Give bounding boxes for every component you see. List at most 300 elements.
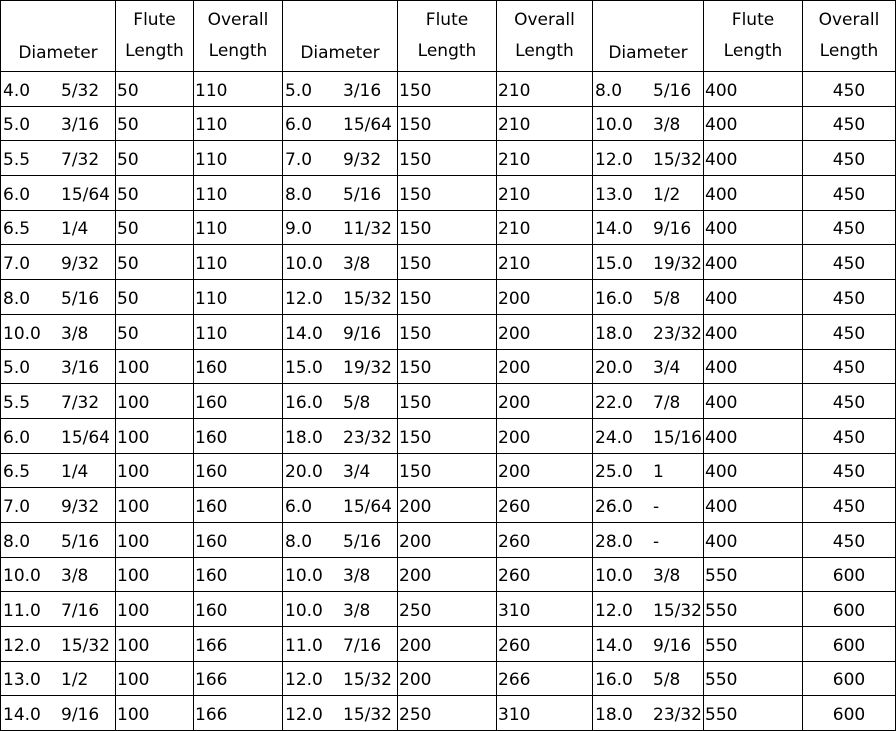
- diameter-cell: [283, 418, 398, 453]
- diameter-cell: [1, 627, 116, 662]
- diameter-cell: [593, 210, 704, 245]
- diameter-mm: 10.0: [285, 566, 323, 587]
- diameter-cell: [283, 106, 398, 141]
- diameter-inch: 7/16: [343, 635, 382, 656]
- diameter-cell: [593, 592, 704, 627]
- diameter-inch: 5/16: [61, 531, 100, 552]
- overall-length-cell: 450: [803, 72, 896, 107]
- overall-length-header-line1: Overall: [818, 10, 880, 30]
- table-row: [1, 522, 896, 557]
- flute-length-cell: 50: [116, 280, 194, 315]
- flute-length-cell: 400: [704, 245, 803, 280]
- diameter-inch: 1: [653, 462, 664, 483]
- diameter-inch: 3/8: [343, 566, 371, 587]
- diameter-inch: 15/32: [653, 150, 702, 171]
- diameter-cell: [283, 314, 398, 349]
- diameter-cell: [593, 418, 704, 453]
- flute-length-cell: 150: [398, 384, 497, 419]
- overall-length-cell: 200: [497, 418, 593, 453]
- overall-length-cell: 266: [497, 661, 593, 696]
- diameter-inch: 1/2: [653, 184, 681, 205]
- diameter-mm: 6.0: [285, 115, 313, 136]
- diameter-mm: 11.0: [3, 601, 41, 621]
- diameter-cell: [283, 592, 398, 627]
- overall-length-cell: 110: [194, 314, 283, 349]
- diameter-inch: 3/8: [343, 601, 371, 621]
- flute-length-cell: 150: [398, 72, 497, 107]
- table-row: [1, 245, 896, 280]
- flute-length-cell: 100: [116, 453, 194, 488]
- diameter-inch: 11/32: [343, 219, 392, 240]
- table-row: [1, 384, 896, 419]
- diameter-mm: 8.0: [285, 184, 313, 205]
- flute-length-cell: 50: [116, 245, 194, 280]
- overall-length-cell: 200: [497, 384, 593, 419]
- diameter-inch: 5/16: [343, 531, 382, 552]
- flute-length-cell: 200: [398, 557, 497, 592]
- diameter-inch: 5/16: [653, 80, 692, 101]
- diameter-inch: 15/64: [343, 115, 392, 136]
- diameter-cell: [283, 176, 398, 211]
- diameter-inch: -: [653, 531, 660, 552]
- diameter-mm: 12.0: [595, 150, 633, 171]
- overall-length-cell: 160: [194, 384, 283, 419]
- flute-length-cell: 150: [398, 314, 497, 349]
- diameter-inch: 9/16: [61, 705, 100, 726]
- diameter-mm: 12.0: [285, 288, 323, 309]
- diameter-cell: [593, 557, 704, 592]
- flute-length-cell: 100: [116, 418, 194, 453]
- flute-length-cell: 50: [116, 72, 194, 107]
- diameter-cell: [593, 245, 704, 280]
- diameter-cell: [593, 141, 704, 176]
- diameter-inch: 15/32: [343, 670, 392, 691]
- overall-length-cell: 160: [194, 488, 283, 523]
- diameter-mm: 8.0: [3, 288, 31, 309]
- diameter-mm: 7.0: [285, 150, 313, 171]
- flute-length-header-line2: Length: [723, 41, 783, 61]
- overall-length-cell: 200: [497, 280, 593, 315]
- table-row: [1, 592, 896, 627]
- diameter-mm: 14.0: [595, 635, 633, 656]
- overall-length-cell: 160: [194, 592, 283, 627]
- table-row: [1, 696, 896, 731]
- diameter-cell: [283, 141, 398, 176]
- diameter-cell: [283, 384, 398, 419]
- diameter-cell: [1, 592, 116, 627]
- diameter-cell: [593, 176, 704, 211]
- diameter-inch: 15/64: [61, 184, 110, 205]
- flute-length-cell: 400: [704, 176, 803, 211]
- diameter-mm: 5.0: [285, 80, 313, 101]
- overall-length-header: [194, 1, 283, 72]
- flute-length-cell: 150: [398, 453, 497, 488]
- flute-length-cell: 400: [704, 384, 803, 419]
- diameter-mm: 6.5: [3, 219, 31, 240]
- flute-length-cell: 400: [704, 349, 803, 384]
- flute-length-header-line2: Length: [125, 41, 184, 61]
- diameter-inch: 3/8: [653, 566, 681, 587]
- flute-length-header: [398, 1, 497, 72]
- table-row: [1, 176, 896, 211]
- table-row: [1, 210, 896, 245]
- diameter-inch: 23/32: [343, 427, 392, 448]
- flute-length-header-line1: Flute: [133, 10, 176, 30]
- diameter-inch: 3/16: [61, 115, 100, 136]
- diameter-inch: 3/16: [61, 358, 100, 379]
- overall-length-cell: 450: [803, 176, 896, 211]
- diameter-cell: [593, 453, 704, 488]
- overall-length-cell: 450: [803, 210, 896, 245]
- diameter-cell: [593, 72, 704, 107]
- flute-length-cell: 400: [704, 106, 803, 141]
- flute-length-cell: 400: [704, 453, 803, 488]
- diameter-cell: [1, 314, 116, 349]
- diameter-mm: 5.0: [3, 358, 31, 379]
- diameter-mm: 8.0: [285, 531, 313, 552]
- diameter-mm: 12.0: [3, 635, 41, 656]
- overall-length-cell: 200: [497, 314, 593, 349]
- flute-length-cell: 100: [116, 592, 194, 627]
- diameter-inch: 15/32: [343, 705, 392, 726]
- diameter-inch: 5/16: [343, 184, 382, 205]
- overall-length-cell: 450: [803, 314, 896, 349]
- diameter-inch: 1/2: [61, 670, 89, 691]
- diameter-mm: 16.0: [595, 288, 633, 309]
- diameter-mm: 10.0: [595, 566, 633, 587]
- diameter-inch: 5/16: [61, 288, 100, 309]
- diameter-cell: [1, 176, 116, 211]
- overall-length-cell: 160: [194, 453, 283, 488]
- diameter-mm: 24.0: [595, 427, 633, 448]
- flute-length-cell: 150: [398, 210, 497, 245]
- flute-length-cell: 400: [704, 522, 803, 557]
- overall-length-cell: 210: [497, 176, 593, 211]
- overall-length-cell: 310: [497, 696, 593, 731]
- diameter-cell: [1, 141, 116, 176]
- diameter-inch: 7/8: [653, 392, 681, 413]
- overall-length-cell: 110: [194, 72, 283, 107]
- diameter-mm: 18.0: [595, 323, 633, 344]
- diameter-inch: 3/16: [343, 80, 382, 101]
- diameter-inch: 23/32: [653, 705, 702, 726]
- diameter-inch: 9/16: [653, 219, 692, 240]
- overall-length-cell: 110: [194, 210, 283, 245]
- flute-length-cell: 150: [398, 141, 497, 176]
- flute-length-cell: 100: [116, 696, 194, 731]
- diameter-cell: [593, 661, 704, 696]
- flute-length-cell: 50: [116, 210, 194, 245]
- diameter-inch: 23/32: [653, 323, 702, 344]
- diameter-inch: 15/64: [343, 496, 392, 517]
- diameter-cell: [593, 314, 704, 349]
- diameter-cell: [283, 627, 398, 662]
- overall-length-cell: 210: [497, 210, 593, 245]
- table-row: [1, 106, 896, 141]
- overall-length-cell: 260: [497, 522, 593, 557]
- diameter-inch: 3/8: [653, 115, 681, 136]
- flute-length-header-line1: Flute: [425, 10, 469, 30]
- flute-length-cell: 100: [116, 349, 194, 384]
- diameter-mm: 20.0: [595, 358, 633, 379]
- overall-length-cell: 450: [803, 453, 896, 488]
- diameter-inch: 3/4: [343, 462, 371, 483]
- flute-length-cell: 150: [398, 106, 497, 141]
- overall-length-cell: 600: [803, 592, 896, 627]
- flute-length-cell: 400: [704, 210, 803, 245]
- overall-length-header-line1: Overall: [207, 10, 269, 30]
- diameter-mm: 7.0: [3, 254, 31, 275]
- diameter-mm: 8.0: [3, 531, 31, 552]
- diameter-cell: [1, 106, 116, 141]
- flute-length-cell: 200: [398, 627, 497, 662]
- table-row: [1, 488, 896, 523]
- overall-length-cell: 200: [497, 453, 593, 488]
- overall-length-cell: 210: [497, 245, 593, 280]
- diameter-mm: 16.0: [595, 670, 633, 691]
- overall-length-cell: 110: [194, 280, 283, 315]
- diameter-inch: -: [653, 496, 660, 517]
- diameter-inch: 9/32: [343, 150, 382, 171]
- overall-length-cell: 260: [497, 488, 593, 523]
- diameter-mm: 7.0: [3, 496, 31, 517]
- flute-length-cell: 50: [116, 141, 194, 176]
- flute-length-cell: 400: [704, 488, 803, 523]
- table-row: [1, 314, 896, 349]
- table-row: [1, 627, 896, 662]
- overall-length-cell: 450: [803, 245, 896, 280]
- diameter-cell: [283, 210, 398, 245]
- diameter-cell: [283, 522, 398, 557]
- diameter-mm: 14.0: [3, 705, 41, 726]
- flute-length-cell: 400: [704, 141, 803, 176]
- diameter-mm: 10.0: [285, 601, 323, 621]
- flute-length-cell: 50: [116, 314, 194, 349]
- diameter-inch: 15/32: [61, 635, 110, 656]
- diameter-cell: [1, 522, 116, 557]
- flute-length-cell: 50: [116, 176, 194, 211]
- diameter-cell: [283, 245, 398, 280]
- diameter-cell: [283, 661, 398, 696]
- diameter-inch: 1/4: [61, 219, 89, 240]
- diameter-cell: [283, 557, 398, 592]
- overall-length-cell: 450: [803, 418, 896, 453]
- diameter-inch: 9/32: [61, 496, 100, 517]
- diameter-mm: 12.0: [595, 601, 633, 621]
- overall-length-cell: 260: [497, 557, 593, 592]
- diameter-inch: 7/32: [61, 392, 100, 413]
- flute-length-header-line2: Length: [417, 41, 477, 61]
- diameter-cell: [593, 696, 704, 731]
- flute-length-cell: 400: [704, 314, 803, 349]
- flute-length-cell: 200: [398, 661, 497, 696]
- diameter-header: Diameter: [593, 1, 704, 72]
- overall-length-cell: 110: [194, 245, 283, 280]
- flute-length-cell: 100: [116, 488, 194, 523]
- diameter-cell: [283, 72, 398, 107]
- flute-length-cell: 150: [398, 176, 497, 211]
- overall-length-cell: 260: [497, 627, 593, 662]
- diameter-mm: 15.0: [595, 254, 633, 275]
- overall-length-cell: 450: [803, 384, 896, 419]
- diameter-mm: 12.0: [285, 705, 323, 726]
- diameter-mm: 9.0: [285, 219, 313, 240]
- overall-length-cell: 210: [497, 106, 593, 141]
- diameter-inch: 1/4: [61, 462, 89, 483]
- diameter-cell: [1, 418, 116, 453]
- table-body: [1, 72, 896, 731]
- diameter-inch: 5/8: [343, 392, 371, 413]
- overall-length-header-line1: Overall: [514, 10, 575, 30]
- diameter-inch: 5/8: [653, 670, 681, 691]
- flute-length-cell: 100: [116, 661, 194, 696]
- header-row: [1, 1, 896, 72]
- diameter-inch: 3/8: [343, 254, 371, 275]
- diameter-cell: [1, 488, 116, 523]
- diameter-cell: [593, 384, 704, 419]
- overall-length-cell: 160: [194, 349, 283, 384]
- diameter-mm: 16.0: [285, 392, 323, 413]
- flute-length-header-line1: Flute: [731, 10, 775, 30]
- overall-length-header-line2: Length: [515, 41, 574, 61]
- diameter-inch: 9/32: [61, 254, 100, 275]
- overall-length-cell: 166: [194, 696, 283, 731]
- overall-length-cell: 450: [803, 488, 896, 523]
- overall-length-cell: 450: [803, 349, 896, 384]
- flute-length-cell: 250: [398, 592, 497, 627]
- diameter-mm: 4.0: [3, 80, 31, 101]
- diameter-mm: 6.0: [3, 184, 31, 205]
- diameter-inch: 5/8: [653, 288, 681, 309]
- diameter-cell: [283, 349, 398, 384]
- diameter-mm: 20.0: [285, 462, 323, 483]
- overall-length-cell: 110: [194, 176, 283, 211]
- table-row: [1, 557, 896, 592]
- overall-length-cell: 200: [497, 349, 593, 384]
- table-row: [1, 72, 896, 107]
- diameter-inch: 3/8: [61, 323, 89, 344]
- flute-length-cell: 550: [704, 696, 803, 731]
- diameter-mm: 6.0: [3, 427, 31, 448]
- diameter-mm: 22.0: [595, 392, 633, 413]
- flute-length-cell: 150: [398, 349, 497, 384]
- diameter-cell: [283, 453, 398, 488]
- overall-length-cell: 600: [803, 627, 896, 662]
- diameter-cell: [283, 488, 398, 523]
- flute-length-cell: 100: [116, 557, 194, 592]
- diameter-cell: [1, 453, 116, 488]
- table-row: [1, 280, 896, 315]
- diameter-cell: [1, 557, 116, 592]
- diameter-mm: 25.0: [595, 462, 633, 483]
- diameter-inch: 15/32: [653, 601, 702, 621]
- diameter-mm: 18.0: [595, 705, 633, 726]
- overall-length-header: [803, 1, 896, 72]
- diameter-mm: 18.0: [285, 427, 323, 448]
- flute-length-cell: 100: [116, 522, 194, 557]
- table-row: [1, 661, 896, 696]
- flute-length-cell: 550: [704, 627, 803, 662]
- flute-length-cell: 150: [398, 418, 497, 453]
- flute-length-cell: 150: [398, 245, 497, 280]
- table-row: [1, 418, 896, 453]
- diameter-inch: 7/32: [61, 150, 100, 171]
- diameter-header: Diameter: [1, 1, 116, 72]
- diameter-cell: [1, 210, 116, 245]
- diameter-header: Diameter: [283, 1, 398, 72]
- overall-length-cell: 110: [194, 141, 283, 176]
- overall-length-cell: 310: [497, 592, 593, 627]
- flute-length-cell: 550: [704, 592, 803, 627]
- overall-length-cell: 210: [497, 141, 593, 176]
- flute-length-cell: 150: [398, 280, 497, 315]
- diameter-cell: [593, 280, 704, 315]
- diameter-inch: 3/4: [653, 358, 681, 379]
- flute-length-cell: 100: [116, 627, 194, 662]
- diameter-mm: 5.5: [3, 392, 31, 413]
- diameter-mm: 5.0: [3, 115, 31, 136]
- flute-length-cell: 100: [116, 384, 194, 419]
- flute-length-cell: 200: [398, 522, 497, 557]
- diameter-mm: 10.0: [3, 566, 41, 587]
- diameter-mm: 13.0: [595, 184, 633, 205]
- table-row: [1, 349, 896, 384]
- diameter-cell: [283, 280, 398, 315]
- diameter-mm: 11.0: [285, 635, 323, 656]
- diameter-mm: 8.0: [595, 80, 623, 101]
- overall-length-cell: 600: [803, 661, 896, 696]
- diameter-cell: [593, 106, 704, 141]
- flute-length-cell: 400: [704, 280, 803, 315]
- overall-length-header-line2: Length: [819, 41, 879, 61]
- diameter-cell: [1, 349, 116, 384]
- diameter-cell: [1, 245, 116, 280]
- overall-length-cell: 160: [194, 557, 283, 592]
- flute-length-cell: 400: [704, 72, 803, 107]
- flute-length-header: [116, 1, 194, 72]
- diameter-inch: 9/16: [343, 323, 382, 344]
- diameter-mm: 10.0: [595, 115, 633, 136]
- diameter-mm: 14.0: [285, 323, 323, 344]
- overall-length-header-line2: Length: [208, 41, 268, 61]
- diameter-mm: 28.0: [595, 531, 633, 552]
- diameter-cell: [1, 280, 116, 315]
- diameter-inch: 15/16: [653, 427, 702, 448]
- overall-length-cell: 210: [497, 72, 593, 107]
- diameter-mm: 12.0: [285, 670, 323, 691]
- diameter-cell: [593, 488, 704, 523]
- overall-length-cell: 110: [194, 106, 283, 141]
- diameter-inch: 5/32: [61, 80, 100, 101]
- diameter-mm: 15.0: [285, 358, 323, 379]
- diameter-cell: [593, 522, 704, 557]
- overall-length-cell: 450: [803, 522, 896, 557]
- diameter-cell: [283, 696, 398, 731]
- flute-length-cell: 50: [116, 106, 194, 141]
- flute-length-cell: 400: [704, 418, 803, 453]
- diameter-mm: 14.0: [595, 219, 633, 240]
- overall-length-cell: 160: [194, 418, 283, 453]
- flute-length-cell: 550: [704, 557, 803, 592]
- diameter-cell: [1, 384, 116, 419]
- overall-length-cell: 450: [803, 280, 896, 315]
- diameter-inch: 9/16: [653, 635, 692, 656]
- diameter-cell: [593, 349, 704, 384]
- diameter-mm: 26.0: [595, 496, 633, 517]
- diameter-inch: 19/32: [343, 358, 392, 379]
- flute-length-cell: 250: [398, 696, 497, 731]
- diameter-mm: 10.0: [3, 323, 41, 344]
